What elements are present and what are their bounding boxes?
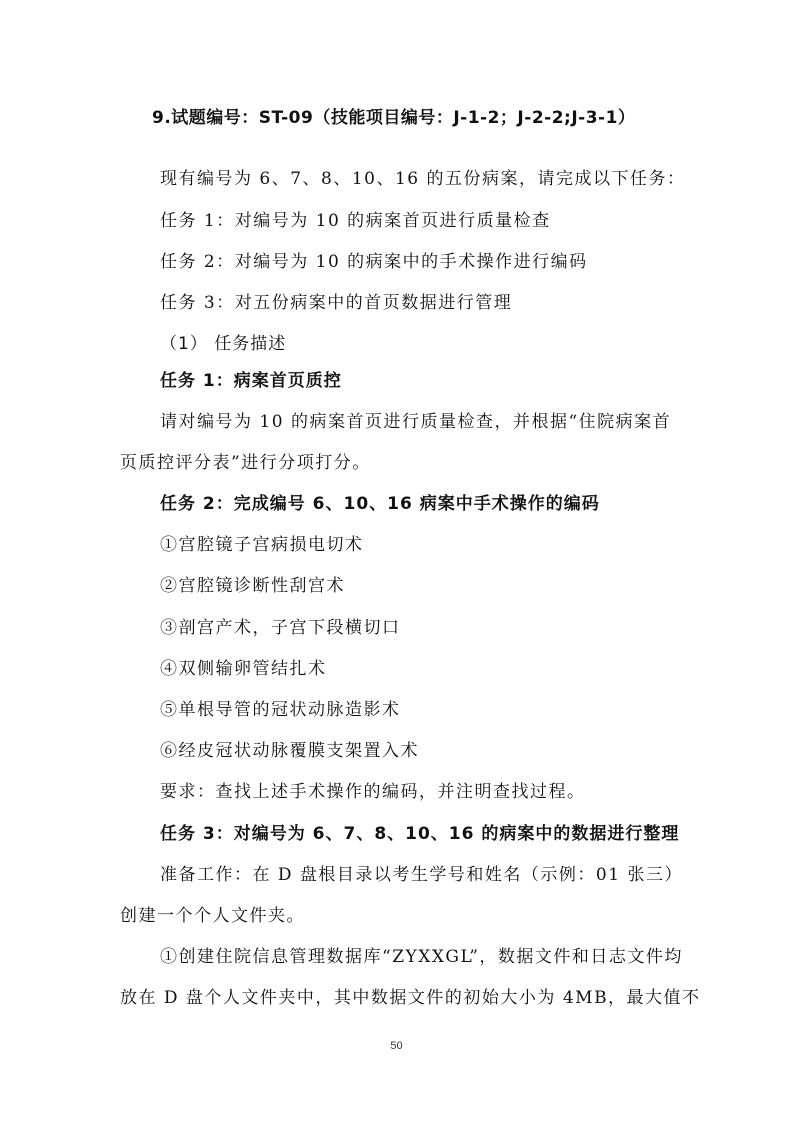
task3-prep-text: 准备工作：在 D 盘根目录以考生学号和姓名（示例：01 张三）	[160, 865, 683, 885]
procedure-item: ⑤单根导管的冠状动脉造影术	[160, 700, 401, 720]
section-heading: （1） 任务描述	[160, 334, 287, 354]
task3-prep-text: 创建一个个人文件夹。	[120, 906, 305, 926]
task-list-item: 任务 1：对编号为 10 的病案首页进行质量检查	[160, 211, 551, 231]
procedure-item: ①宫腔镜子宫病损电切术	[160, 535, 364, 555]
task-list-item: 任务 3：对五份病案中的首页数据进行管理	[160, 293, 513, 313]
task3-step-text: 放在 D 盘个人文件夹中，其中数据文件的初始大小为 4MB，最大值不	[120, 988, 701, 1008]
procedure-item: ②宫腔镜诊断性刮宫术	[160, 576, 345, 596]
page-number: 50	[390, 1040, 403, 1052]
task1-text: 页质控评分表”进行分项打分。	[120, 453, 371, 473]
question-title: 9.试题编号：ST-09（技能项目编号：J-1-2；J-2-2;J-3-1）	[152, 108, 636, 128]
procedure-item: ④双侧输卵管结扎术	[160, 659, 327, 679]
task1-text: 请对编号为 10 的病案首页进行质量检查，并根据“住院病案首	[160, 412, 672, 432]
task2-heading: 任务 2：完成编号 6、10、16 病案中手术操作的编码	[160, 494, 600, 514]
intro-text: 现有编号为 6、7、8、10、16 的五份病案，请完成以下任务：	[160, 169, 686, 189]
task3-step-text: ①创建住院信息管理数据库“ZYXXGL”，数据文件和日志文件均	[160, 947, 683, 967]
task1-heading: 任务 1：病案首页质控	[160, 371, 342, 391]
requirement-text: 要求：查找上述手术操作的编码，并注明查找过程。	[160, 782, 586, 802]
task-list-item: 任务 2：对编号为 10 的病案中的手术操作进行编码	[160, 252, 588, 272]
procedure-item: ⑥经皮冠状动脉覆膜支架置入术	[160, 741, 419, 761]
task3-heading: 任务 3：对编号为 6、7、8、10、16 的病案中的数据进行整理	[160, 824, 680, 844]
procedure-item: ③剖宫产术，子宫下段横切口	[160, 618, 401, 638]
